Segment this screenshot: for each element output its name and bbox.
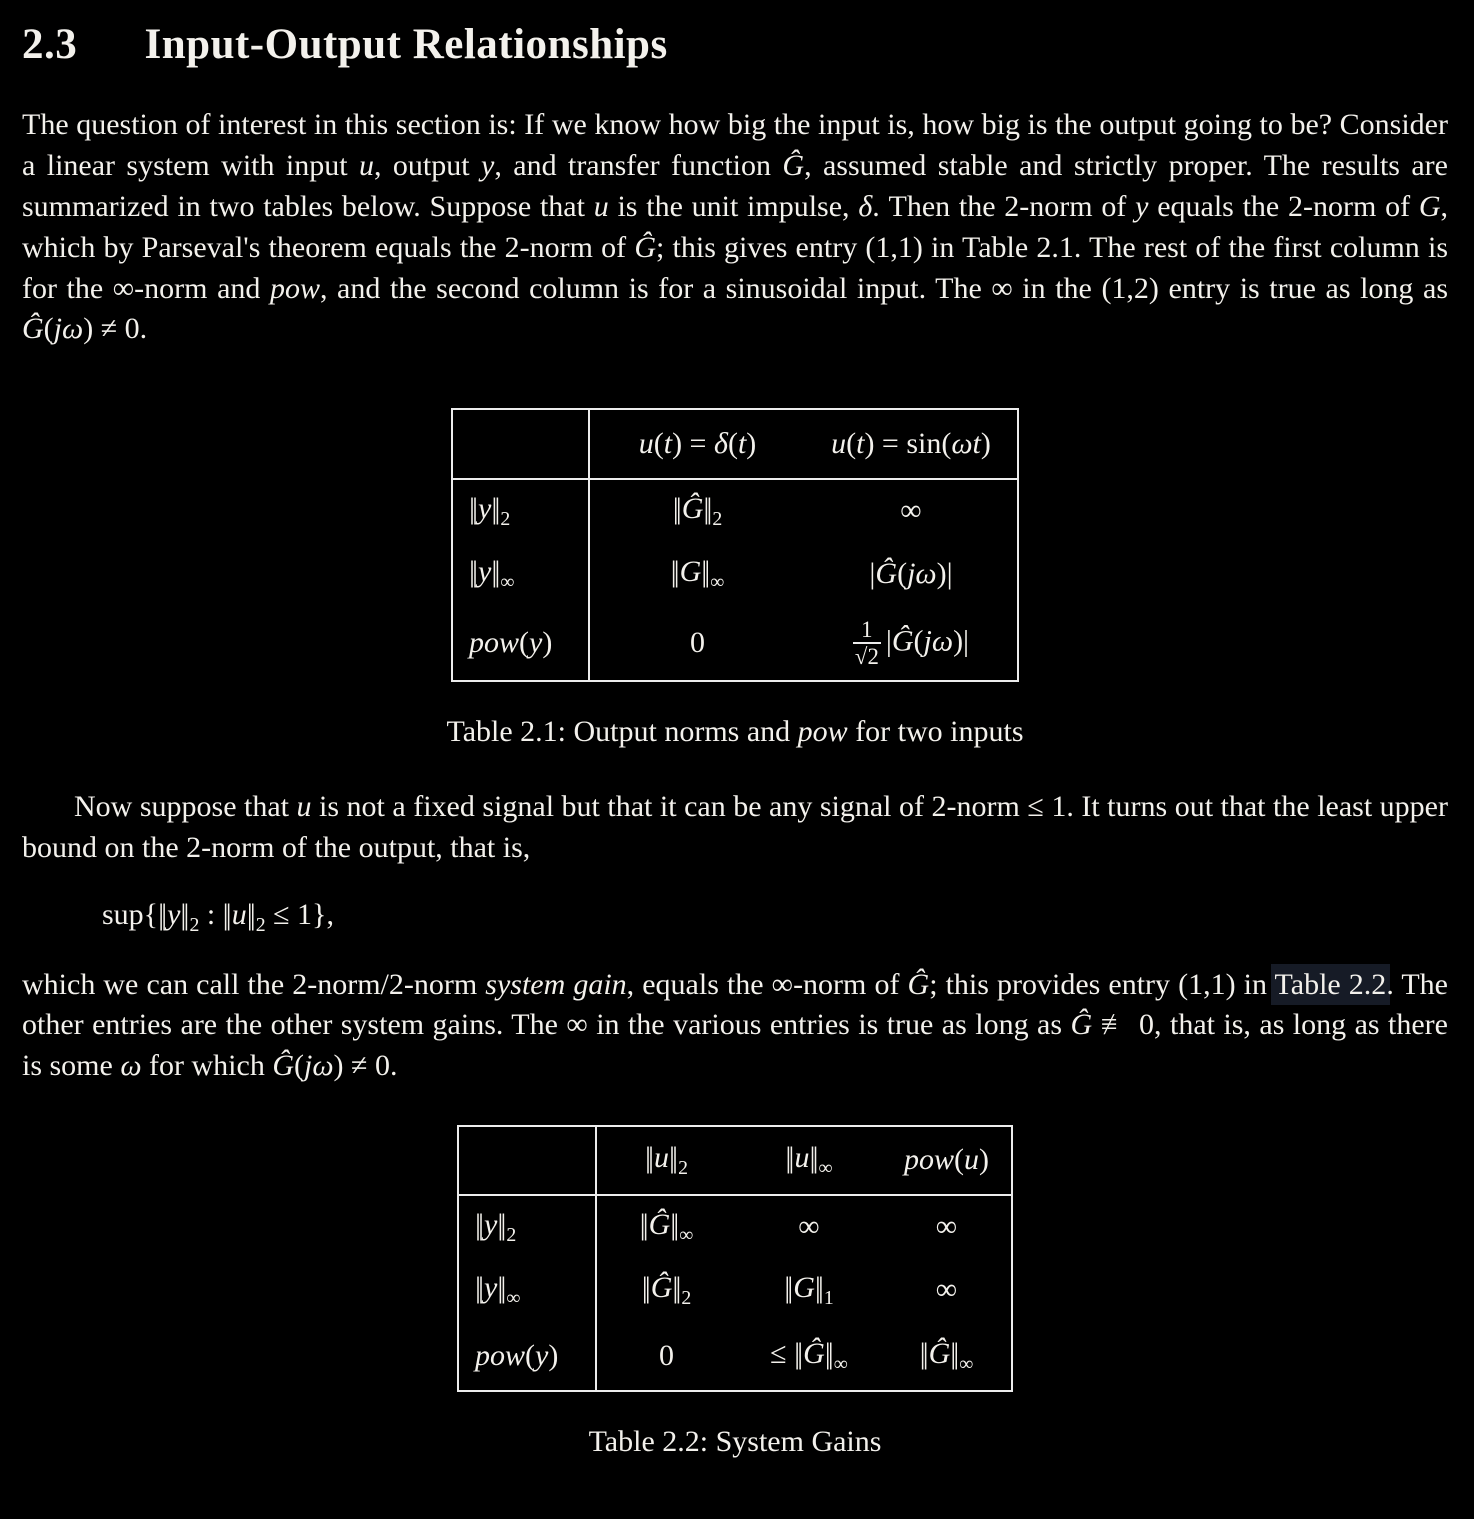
table2-cell-r2c2: || G|| $_1$ [784, 1270, 834, 1309]
paragraph-system-gain: which we can call the 2-norm/2-norm system gain, equals the ∞-norm of Ĝ; this provides entry (1,1) in Table 2.2. The other entries are the other system gains. The ∞ in the various entries is true as long as Ĝ ≢ 0, that is, as long as there is some ω for which Ĝ(jω) ≠ 0. [22, 967, 1448, 1083]
table2-cell-r1c3: ∞ [935, 1209, 958, 1243]
table2-header-u-2norm: || u|| $_2$ [596, 1126, 736, 1195]
paragraph-suppose: Now suppose that u is not a fixed signal but that it can be any signal of 2-norm ≤ 1. It turns out that the least upper bound on the 2-norm of the output, that is, [22, 790, 1448, 865]
table2-row-label-y-infnorm: || y|| $_\infty$ [458, 1258, 596, 1322]
fraction-rest: |Ĝ(jω)| [885, 624, 970, 658]
section-heading [22, 20, 1448, 69]
table2-row-label-y-2norm: || y|| $_2$ [458, 1195, 596, 1258]
table2-cell-r3c1: 0 [659, 1338, 674, 1372]
table2-corner-cell [458, 1126, 596, 1195]
radical-sign: √ [854, 644, 868, 670]
table-2-2-container [22, 1125, 1448, 1392]
table1-header-sinusoid: u(t) = sin(ωt) [805, 409, 1018, 479]
table-2-1 [451, 408, 1019, 682]
table-row [452, 542, 1018, 606]
table2-cell-r3c3: || Ĝ|| $_\infty$ [919, 1336, 974, 1375]
table-2-1-container [22, 408, 1448, 682]
table2-cell-r2c3: ∞ [935, 1272, 958, 1306]
paragraph-intro: The question of interest in this section is: If we know how big the input is, how big is the output going to be? Consider a linear system with input u, output y, and transfer function Ĝ, assumed stable and strictly proper. The results are summarized in two tables below. Suppose that u is the unit impulse, δ. Then the 2-norm of y equals the 2-norm of G, which by Parseval's theorem equals the 2-norm of Ĝ; this gives entry (1,1) in Table 2.1. The rest of the first column is for the ∞-norm and pow, and the second column is for a sinusoidal input. The ∞ in the (1,2) entry is true as long as Ĝ(jω) ≠ 0. [22, 108, 1448, 346]
table-row [458, 1258, 1012, 1322]
table1-row-label-pow-y: pow(y) [452, 606, 589, 681]
section-title: Input-Output Relationships [144, 21, 668, 68]
table1-cell-r3c2 [805, 606, 1018, 681]
table-row [458, 1322, 1012, 1391]
table2-cell-r1c2: ∞ [798, 1209, 820, 1243]
table1-cell-r2c1: || G|| $_\infty$ [670, 554, 725, 593]
table1-corner-cell [452, 409, 589, 479]
display-equation-sup-norm: sup{|| y|| $_2$ : || u|| $_2$ ≤ 1}, [102, 897, 334, 936]
table1-cell-r3c1: 0 [690, 625, 705, 659]
table2-header-u-infnorm: || u|| $_\infty$ [736, 1126, 882, 1195]
table-2-1-caption: Table 2.1: Output norms and pow for two inputs [446, 715, 1024, 749]
table2-header-pow-u: pow(u) [882, 1126, 1012, 1195]
table2-cell-r3c2: ≤ || Ĝ|| $_\infty$ [770, 1336, 848, 1375]
table-2-2-caption: Table 2.2: System Gains [588, 1424, 882, 1458]
table2-cell-r1c1: || Ĝ|| $_\infty$ [639, 1207, 694, 1246]
table1-cell-r2c2: |Ĝ(jω)| [869, 556, 953, 590]
table1-cell-r1c1: || Ĝ|| $_2$ [672, 491, 723, 530]
table1-row-label-y-infnorm: || y|| $_\infty$ [452, 542, 589, 606]
table-2-2 [457, 1125, 1013, 1392]
table1-row-label-y-2norm: || y|| $_2$ [452, 479, 589, 542]
table1-cell-r1c2: ∞ [900, 493, 922, 527]
table1-header-impulse: u(t) = δ(t) [589, 409, 805, 479]
table2-row-label-pow-y: pow(y) [458, 1322, 596, 1391]
table-row [452, 479, 1018, 542]
table-row [458, 1195, 1012, 1258]
table2-cell-r2c1: || Ĝ|| $_2$ [641, 1270, 692, 1309]
fraction-one-over-sqrt2: $\frac{1}{√2}$ [854, 616, 879, 670]
table-2-2-reference-link[interactable]: Table 2.2 [1274, 967, 1387, 1001]
table-row [452, 606, 1018, 681]
section-number: 2.3 [22, 21, 78, 68]
